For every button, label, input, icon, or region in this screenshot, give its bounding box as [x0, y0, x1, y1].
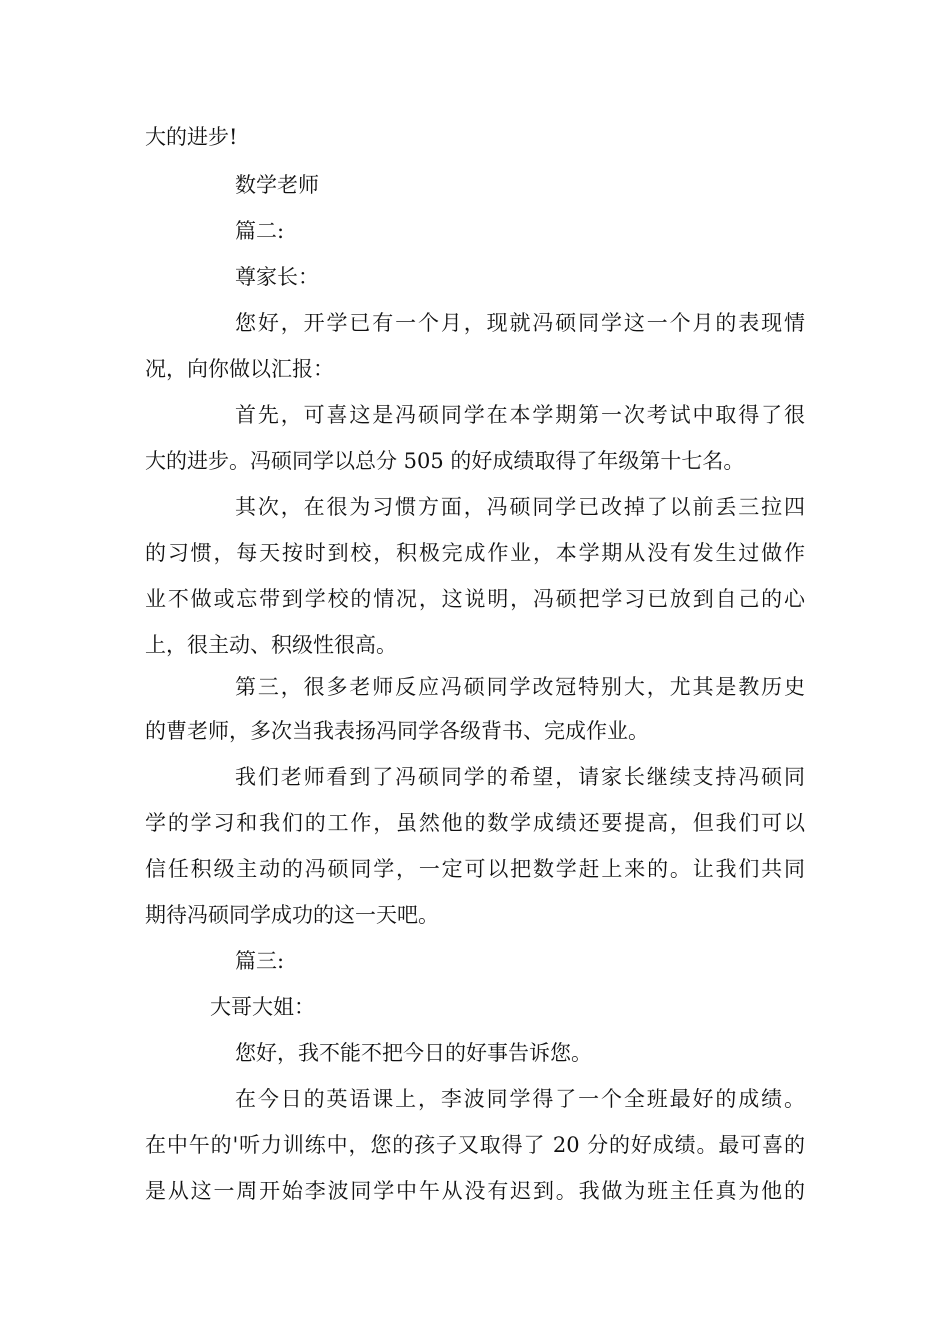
- paragraph-line: 在今日的英语课上，李波同学得了一个全班最好的成绩。: [235, 1087, 805, 1111]
- paragraph-line: 其次，在很为习惯方面，冯硕同学已改掉了以前丢三拉四: [235, 495, 805, 519]
- paragraph-line: 学的学习和我们的工作，虽然他的数学成绩还要提高，但我们可以: [145, 811, 805, 835]
- paragraph-line: 业不做或忘带到学校的情况，这说明，冯硕把学习已放到自己的心: [145, 587, 805, 611]
- paragraph-line: 信任积级主动的冯硕同学，一定可以把数学赶上来的。让我们共同: [145, 857, 805, 881]
- paragraph-line: 在中午的'听力训练中，您的孩子又取得了 20 分的好成绩。最可喜的: [145, 1133, 805, 1157]
- paragraph-line: 您好，开学已有一个月，现就冯硕同学这一个月的表现情: [235, 311, 805, 335]
- salutation-parents: 尊家长：: [235, 265, 319, 289]
- paragraph-line: 期待冯硕同学成功的这一天吧。: [145, 903, 439, 927]
- paragraph-line: 我们老师看到了冯硕同学的希望，请家长继续支持冯硕同: [235, 765, 805, 789]
- paragraph-line: 上，很主动、积级性很高。: [145, 633, 397, 657]
- text-line-1: 大的进步!: [145, 125, 238, 149]
- paragraph-line: 首先，可喜这是冯硕同学在本学期第一次考试中取得了很: [235, 403, 805, 427]
- section-heading-3: 篇三:: [235, 949, 285, 973]
- paragraph-line: 况，向你做以汇报：: [145, 357, 334, 381]
- paragraph-line: 第三，很多老师反应冯硕同学改冠特别大，尤其是教历史: [235, 675, 805, 699]
- paragraph-line: 是从这一周开始李波同学中午从没有迟到。我做为班主任真为他的: [145, 1179, 805, 1203]
- section-heading-2: 篇二:: [235, 219, 285, 243]
- paragraph-line: 的曹老师，多次当我表扬冯同学各级背书、完成作业。: [145, 719, 649, 743]
- paragraph-line: 您好，我不能不把今日的好事告诉您。: [235, 1041, 592, 1065]
- paragraph-line: 的习惯，每天按时到校，积极完成作业，本学期从没有发生过做作: [145, 541, 805, 565]
- paragraph-line: 大的进步。冯硕同学以总分 505 的好成绩取得了年级第十七名。: [145, 449, 745, 473]
- signature-math-teacher: 数学老师: [235, 173, 319, 197]
- salutation-siblings: 大哥大姐：: [210, 995, 315, 1019]
